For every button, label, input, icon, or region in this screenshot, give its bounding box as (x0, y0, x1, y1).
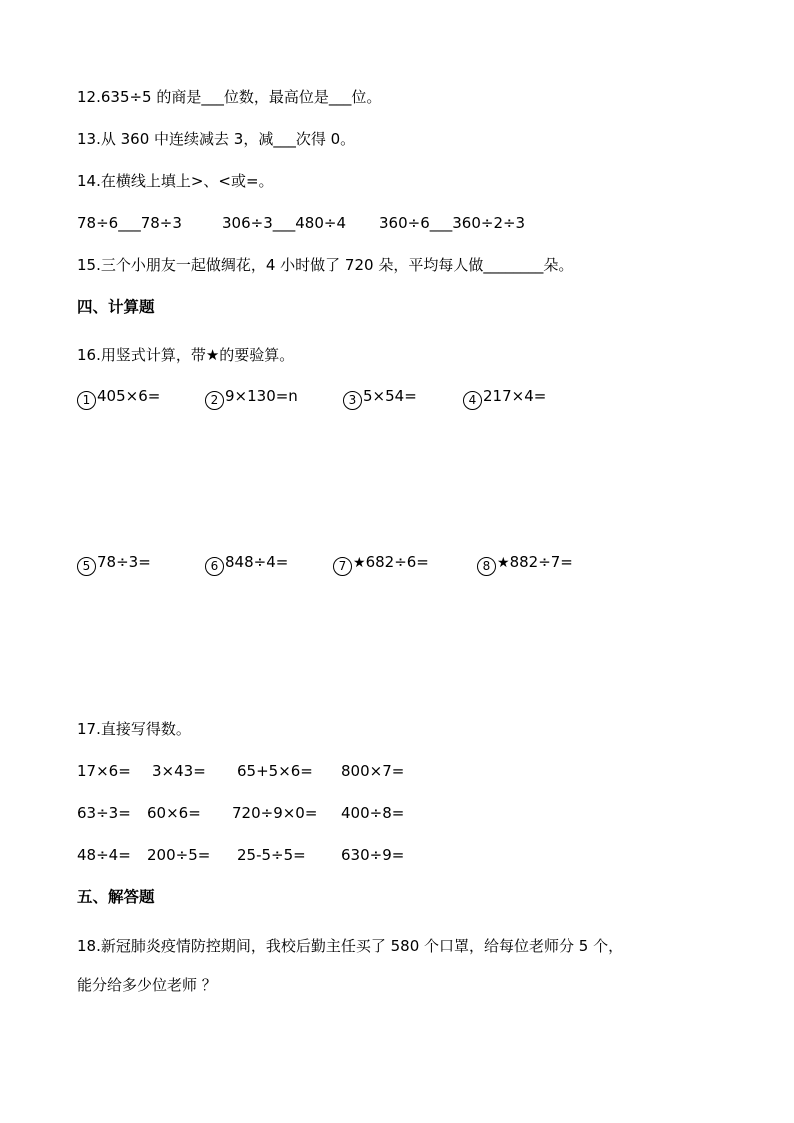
q17-cell: 48÷4= (77, 846, 131, 864)
item-expression: 78÷3= (97, 553, 151, 571)
q17-cell: 25-5÷5= (237, 846, 306, 864)
item-expression: 405×6= (97, 387, 161, 405)
q16-item-4 (463, 386, 546, 410)
circled-number: 5 (77, 557, 96, 576)
q17-cell: 65+5×6= (237, 762, 313, 780)
q18-line-2: 能分给多少位老师 ？ (77, 976, 217, 994)
q17-text: 17.直接写得数。 (77, 720, 191, 738)
q16-item-6 (205, 552, 288, 576)
section-4-heading: 四、计算题 (77, 297, 155, 316)
q17-cell: 60×6= (147, 804, 201, 822)
q17-cell: 63÷3= (77, 804, 131, 822)
star-icon: ★ (353, 555, 366, 571)
section-5-heading: 五、解答题 (77, 887, 155, 906)
q16-item-7 (333, 552, 429, 576)
q17-cell: 3×43= (152, 762, 206, 780)
circled-number: 7 (333, 557, 352, 576)
q16-item-5 (77, 552, 151, 576)
circled-number: 4 (463, 391, 482, 410)
circled-number: 2 (205, 391, 224, 410)
item-expression: 217×4= (483, 387, 547, 405)
q17-cell: 800×7= (341, 762, 405, 780)
q14-item-3: 360÷6___360÷2÷3 (379, 214, 526, 232)
q16-item-2 (205, 386, 298, 410)
q18-line-1: 18.新冠肺炎疫情防控期间，我校后勤主任买了 580 个口罩，给每位老师分 5 个， (77, 937, 624, 955)
circled-number: 3 (343, 391, 362, 410)
q17-cell: 400÷8= (341, 804, 405, 822)
q17-cell: 200÷5= (147, 846, 211, 864)
item-expression: 9×130=n (225, 387, 298, 405)
q17-cell: 17×6= (77, 762, 131, 780)
item-expression: 848÷4= (225, 553, 289, 571)
item-expression: 882÷7= (509, 553, 573, 571)
star-icon: ★ (497, 555, 510, 571)
q12-text: 12.635÷5 的商是___位数，最高位是___位。 (77, 88, 382, 106)
q17-cell: 720÷9×0= (232, 804, 318, 822)
item-expression: 5×54= (363, 387, 417, 405)
circled-number: 8 (477, 557, 496, 576)
circled-number: 6 (205, 557, 224, 576)
q14-text: 14.在横线上填上>、<或=。 (77, 172, 274, 190)
q14-item-1: 78÷6___78÷3 (77, 214, 182, 232)
q13-text: 13.从 360 中连续减去 3，减___次得 0。 (77, 130, 356, 148)
q14-item-2: 306÷3___480÷4 (222, 214, 346, 232)
item-expression: 682÷6= (365, 553, 429, 571)
q16-item-8 (477, 552, 573, 576)
q15-text: 15.三个小朋友一起做绸花，4 小时做了 720 朵，平均每人做________朵。 (77, 256, 574, 274)
q17-cell: 630÷9= (341, 846, 405, 864)
circled-number: 1 (77, 391, 96, 410)
q16-item-3 (343, 386, 417, 410)
q16-item-1 (77, 386, 160, 410)
q16-text: 16.用竖式计算，带★的要验算。 (77, 346, 295, 364)
